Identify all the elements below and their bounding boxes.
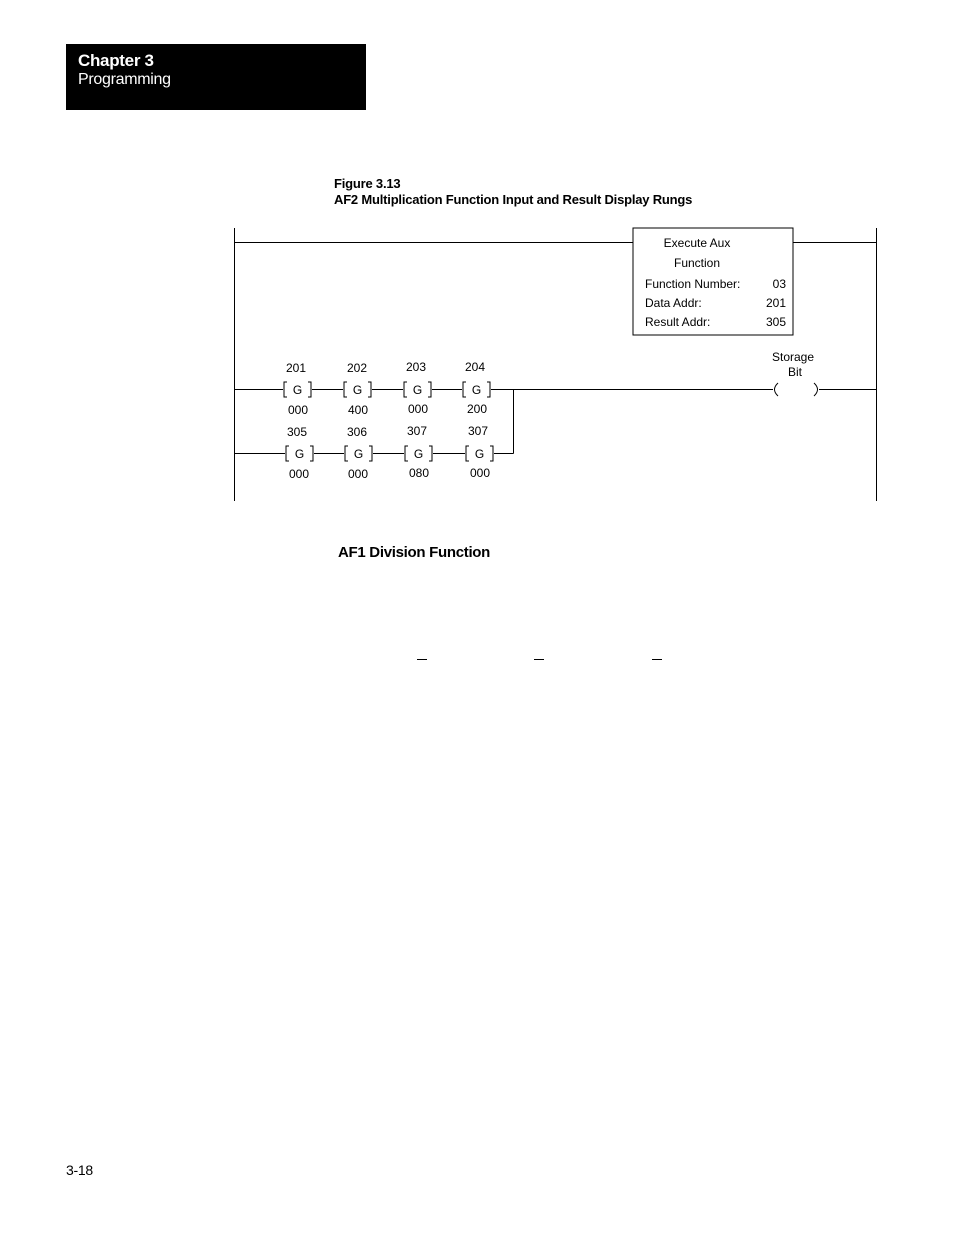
contact-306 xyxy=(345,425,372,481)
section-heading: AF1 Division Function xyxy=(338,544,491,561)
figure-title: AF2 Multiplication Function Input and Result Display Rungs xyxy=(334,192,693,207)
data-addr-label: Data Addr: xyxy=(645,296,702,310)
contact-type: G xyxy=(413,447,424,461)
result-addr-label: Result Addr: xyxy=(645,315,711,329)
contact-value: 200 xyxy=(466,402,488,416)
contact-201 xyxy=(284,361,311,417)
chapter-section: Programming xyxy=(78,71,171,88)
contact-type: G xyxy=(471,383,482,397)
figure-number: Figure 3.13 xyxy=(334,176,401,191)
function-number-label: Function Number: xyxy=(645,277,741,291)
contact-type: G xyxy=(353,447,364,461)
contact-address: 307 xyxy=(406,424,428,438)
contact-value: 400 xyxy=(347,403,369,417)
contact-address: 305 xyxy=(286,425,308,439)
chapter-title: Chapter 3 xyxy=(78,51,154,70)
result-addr-value: 305 xyxy=(765,315,786,329)
contact-address: 306 xyxy=(346,425,368,439)
contact-type: G xyxy=(294,447,305,461)
contact-value: 080 xyxy=(408,466,430,480)
contact-address: 307 xyxy=(467,424,489,438)
function-block-title-1: Execute Aux xyxy=(663,236,731,250)
coil-label: Storage xyxy=(771,350,815,364)
contact-307-b xyxy=(466,424,493,480)
page-number: 3-18 xyxy=(66,1162,93,1178)
contact-value: 000 xyxy=(288,467,310,481)
contact-203 xyxy=(404,360,431,416)
contact-address: 204 xyxy=(464,360,486,374)
contact-204 xyxy=(463,360,490,416)
contact-type: G xyxy=(474,447,485,461)
function-number-value: 03 xyxy=(772,277,786,291)
contact-type: G xyxy=(412,383,423,397)
contact-value: 000 xyxy=(287,403,309,417)
contact-address: 201 xyxy=(285,361,307,375)
contact-305 xyxy=(286,425,313,481)
contact-value: 000 xyxy=(469,466,491,480)
contact-address: 202 xyxy=(346,361,368,375)
contact-307-a xyxy=(405,424,432,480)
dash-mark xyxy=(417,659,427,660)
coil-label: Bit xyxy=(787,365,803,379)
contact-value: 000 xyxy=(347,467,369,481)
storage-bit-coil xyxy=(772,350,818,396)
data-addr-value: 201 xyxy=(765,296,786,310)
contact-type: G xyxy=(292,383,303,397)
contact-type: G xyxy=(352,383,363,397)
dash-mark xyxy=(652,659,662,660)
contact-address: 203 xyxy=(405,360,427,374)
contact-value: 000 xyxy=(407,402,429,416)
dash-mark xyxy=(534,659,544,660)
function-block-title-2: Function xyxy=(673,256,721,270)
contact-202 xyxy=(344,361,371,417)
